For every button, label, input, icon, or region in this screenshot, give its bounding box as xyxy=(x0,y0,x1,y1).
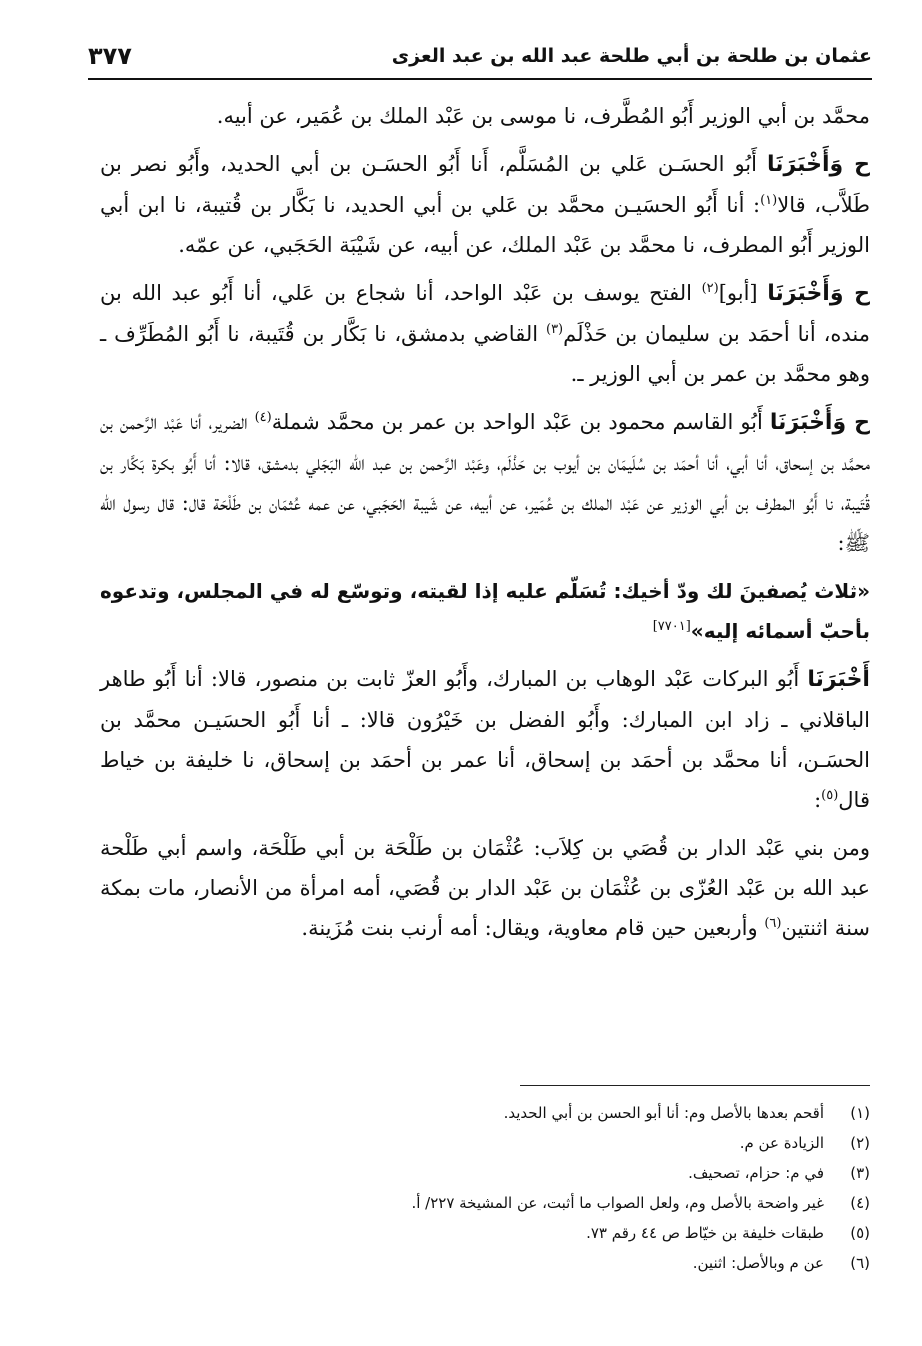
paragraph-text: وأربعين حين قام معاوية، ويقال: أمه أرنب بنت مُزَينة. xyxy=(301,916,765,940)
paragraph-text: : xyxy=(814,788,822,812)
footnote-number: (٣) xyxy=(850,1164,870,1182)
paragraph-6 xyxy=(100,659,870,820)
paragraph-text: محمَّد بن أبي الوزير أَبُو المُطَّرف، نا موسى بن عَبْد الملك بن عُمَير، عن أبيه. xyxy=(216,104,870,128)
paragraph-lead: ح وَأَخْبَرَنَا xyxy=(769,410,870,435)
quote-text: «ثلاث يُصفينَ لك ودّ أخيك: تُسَلّم عليه إذا لقيته، وتوسّع له في المجلس، وتدعوه بأحبّ أسمائه إليه» xyxy=(100,579,870,643)
footnote-text: الزيادة عن م. xyxy=(739,1134,824,1152)
footnote-text: عن م وبالأصل: اثنين. xyxy=(692,1254,824,1272)
paragraph-lead: ح وَأَخْبَرَنَا xyxy=(767,281,870,306)
footnote-ref: (٢) xyxy=(701,281,719,296)
hadith-number: [٧٧٠١] xyxy=(652,619,691,634)
footnote-text: في م: حزام، تصحيف. xyxy=(688,1164,824,1182)
running-title: عثمان بن طلحة بن أبي طلحة عبد الله بن عبد العزى xyxy=(391,45,872,67)
footnote-ref: (٥) xyxy=(821,788,839,803)
paragraph-text: : أنا أَبُو الحسَيـن محمَّد بن عَلي بن أبي الحديد، نا بَكَّار بن قُتيبة، نا ابن أبي الوزير أَبُو المطرف، نا محمَّد بن عَبْد الملك، عن أبيه، عن شَيْبَة الحَجَبي، عن عمّه. xyxy=(100,193,870,257)
paragraph-lead: ح وَأَخْبَرَنَا xyxy=(766,152,870,177)
footnote-text: غير واضحة بالأصل وم، ولعل الصواب ما أثبت، عن المشيخة ٢٢٧/ أ. xyxy=(411,1194,824,1212)
footnote-divider xyxy=(520,1085,870,1086)
paragraph-text: ومن بني عَبْد الدار بن قُصَي بن كِلاَب: عُثْمَان بن طَلْحَة بن أبي طَلْحَة، واسم أبي طَلْحة عبد الله بن عَبْد العُزّى بن عُثْمَان بن عَبْد الدار بن قُصَي، أمه امرأة من الأنصار، مات بمكة سنة اثنتين xyxy=(100,836,870,940)
footnote xyxy=(100,1218,870,1248)
paragraph-text: أَبُو القاسم محمود بن عَبْد الواحد بن عمر بن محمَّد شملة xyxy=(271,410,763,434)
footnote xyxy=(100,1158,870,1188)
paragraph-text: أَبُو البركات عَبْد الوهاب بن المبارك، وأَبُو العزّ ثابت بن منصور، قالا: أنا أَبُو طاهر الباقلاني ـ زاد ابن المبارك: وأَبُو الفضل بن خَيْرُون قالا: ـ أنا أَبُو الحسَيـن محمَّد بن الحسَـن، أنا محمَّد بن أحمَد بن إسحاق، أنا عمر بن أحمَد بن إسحاق، نا خليفة بن خياط قال xyxy=(100,667,870,812)
page-header xyxy=(88,34,872,80)
footnote-text: أقحم بعدها بالأصل وم: أنا أبو الحسن بن أبي الحديد. xyxy=(503,1104,824,1122)
paragraph-lead: أَخْبَرَنَا xyxy=(807,667,870,692)
footnote-number: (٢) xyxy=(850,1134,870,1152)
footnotes xyxy=(100,1098,870,1278)
paragraph-2 xyxy=(100,144,870,265)
paragraph-1 xyxy=(100,96,870,136)
footnote-ref: (١) xyxy=(760,193,778,208)
footnote-ref: (٣) xyxy=(545,322,564,337)
paragraph-text: القاضي بدمشق، نا بَكَّار بن قُتَيبة، نا أَبُو المُطَرِّف ـ وهو محمَّد بن عمر بن أبي الوزير ـ. xyxy=(100,322,870,386)
paragraph-4 xyxy=(100,402,870,563)
footnote-number: (٥) xyxy=(850,1224,870,1242)
footnote-number: (٦) xyxy=(850,1254,870,1272)
footnote xyxy=(100,1098,870,1128)
footnote xyxy=(100,1188,870,1218)
paragraph-text: الفتح يوسف بن عَبْد الواحد، أنا شجاع بن عَلي، أنا أَبُو عبد الله بن منده، أنا أحمَد بن سليمان بن حَذْلَم xyxy=(100,281,870,346)
footnote xyxy=(100,1128,870,1158)
footnote xyxy=(100,1248,870,1278)
footnote-ref: (٦) xyxy=(764,916,782,931)
hadith-quote xyxy=(100,571,870,651)
main-text xyxy=(100,96,870,948)
paragraph-text: [أبو] xyxy=(718,281,758,305)
paragraph-text: الضرير، أنا عَبْد الرَّحمن بن محمَّد بن إسحاق، أنا أبي، أنا أحمَد بن سُلَيمَان بن أيوب بن حَذْلَم، وعَبْد الرَّحمن بن عبد الله البَجَلي بدمشق، قالا: أنا أَبُو بكرة بَكَّار بن قُتَيبة، نا أَبُو المطرف بن أبي الوزير عن عَبْد الملك بن عُمَير، عن أبيه، عن شَيبة الحَجَبي، عن عمه عُثمَان بن طَلْحَة قال: قال رسول الله ﷺ: xyxy=(100,410,870,555)
footnote-number: (١) xyxy=(850,1104,870,1122)
paragraph-3 xyxy=(100,273,870,394)
page-number: ٣٧٧ xyxy=(88,42,132,70)
paragraph-7 xyxy=(100,828,870,948)
footnote-number: (٤) xyxy=(850,1194,870,1212)
footnote-text: طبقات خليفة بن خيّاط ص ٤٤ رقم ٧٣. xyxy=(586,1224,824,1242)
footnote-ref: (٤) xyxy=(254,410,272,425)
paragraph-text: أَبُو الحسَـن عَلي بن المُسَلَّم، أَنا أَبُو الحسَـن بن أبي الحديد، وأَبُو نصر بن طَلاَّب، قالا xyxy=(100,152,870,217)
